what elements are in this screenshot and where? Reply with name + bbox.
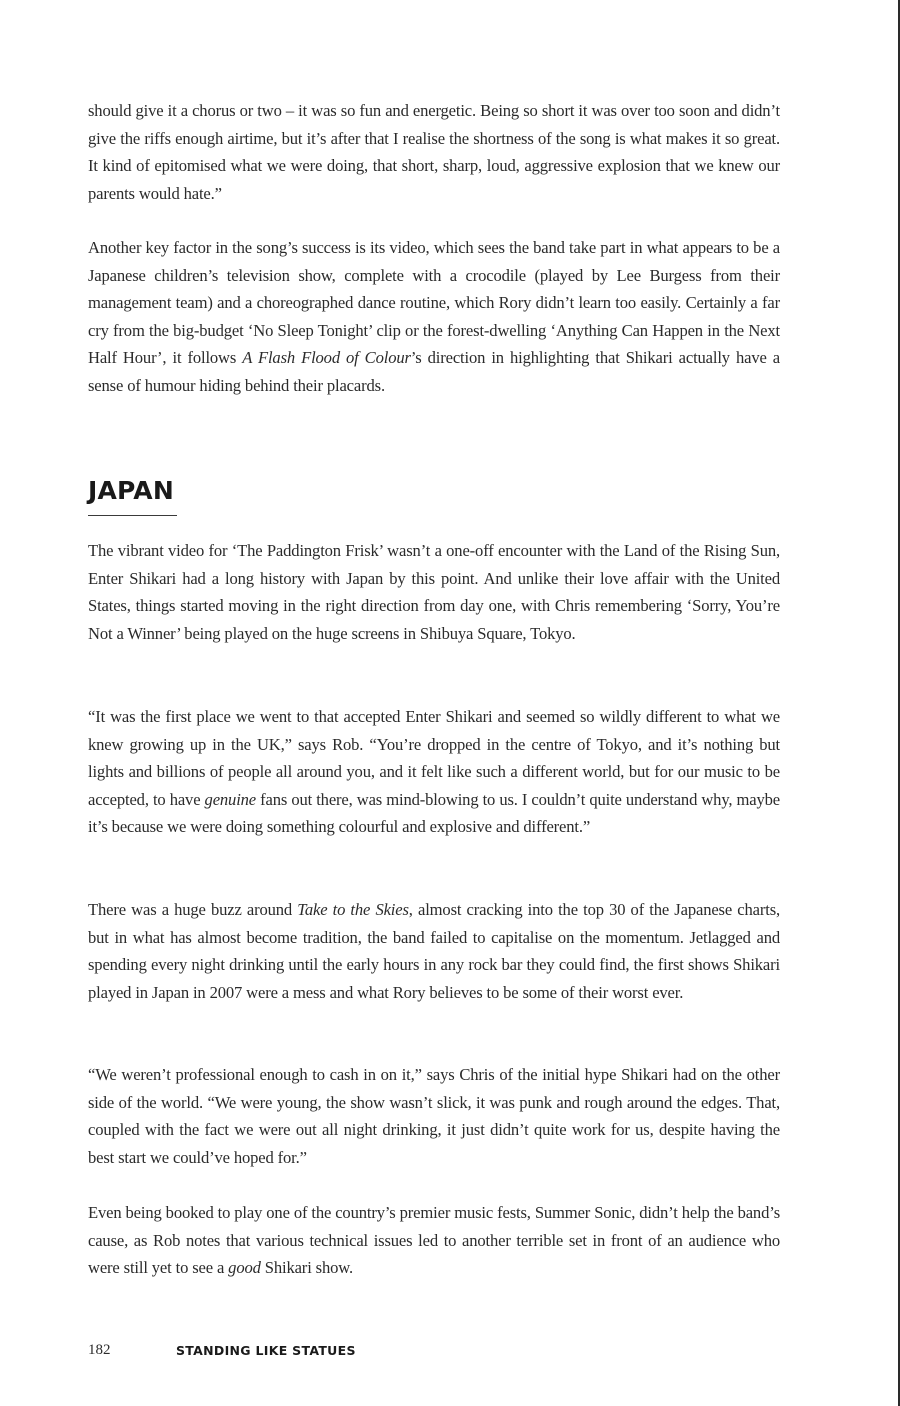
paragraph-text: “We weren’t professional enough to cash in on it,” says Chris of the initial hype Shikari had on the other side of the world. “We were young, the show wasn’t slick, it was punk and rough around the edges. That, coupled with the fact we were out all night drinking, it just didn’t quite work for us, despite having the best start we could’ve hoped for.” xyxy=(88,1065,780,1167)
paragraph-2 xyxy=(88,234,780,399)
italic-emphasis: genuine xyxy=(204,789,257,809)
italic-title: A Flash Flood of Colour xyxy=(242,348,411,367)
text-run: Shikari show. xyxy=(260,1258,354,1277)
text-run: , almost cracking into the top 30 of the Japanese charts, but in what has almost become tradition, the band failed to capitalise on the momentum. Jetlagged and spending every night drinking until the early hours in any rock bar they could find, the first shows Shikari played in Japan in 2007 were a mess and what Rory believes to be some of their worst ever. xyxy=(88,900,780,1002)
text-run: “It was the first place we went to that accepted Enter Shikari and seemed so wildly different to what we knew growing up in the UK,” says Rob. “You’re dropped in the centre of Tokyo, and it’s nothing but lights and billions of people all around you, and it felt like such a different world, but for our music to be accepted, to have xyxy=(88,707,780,809)
text-run: Another key factor in the song’s success is its video, which sees the band take part in what appears to be a Japanese children’s television show, complete with a crocodile (played by Lee Burgess from their management team) and a choreographed dance routine, which Rory didn’t learn too easily. Certainly a far cry from the big-budget ‘No Sleep Tonight’ clip or the forest-dwelling ‘Anything Can Happen in the Next Half Hour’, it follows xyxy=(88,238,780,367)
paragraph-5 xyxy=(88,896,780,1006)
text-run: ’s direction in highlighting that Shikari actually have a sense of humour hiding behind their placards. xyxy=(88,348,781,395)
page-footer xyxy=(88,1338,356,1362)
italic-emphasis: good xyxy=(228,1258,261,1277)
paragraph-6 xyxy=(88,1061,780,1171)
text-run: Even being booked to play one of the country’s premier music fests, Summer Sonic, didn’t help the band’s cause, as Rob notes that various technical issues led to another terrible set in front of an audience who were still yet to see a xyxy=(88,1203,780,1277)
italic-title: Take to the Skies xyxy=(297,900,409,919)
paragraph-4 xyxy=(88,703,780,841)
text-run: fans out there, was mind-blowing to us. I couldn’t quite understand why, maybe it’s because we were doing something colourful and explosive and different.” xyxy=(88,789,780,836)
paragraph-7 xyxy=(88,1199,780,1282)
paragraph-text xyxy=(88,703,780,841)
running-title: STANDING LIKE STATUES xyxy=(176,1342,356,1358)
section-heading: JAPAN xyxy=(88,476,174,505)
page-number: 182 xyxy=(88,1341,111,1358)
paragraph-1 xyxy=(88,97,780,207)
paragraph-text xyxy=(88,896,780,1006)
paragraph-text xyxy=(88,234,780,399)
paragraph-text: The vibrant video for ‘The Paddington Frisk’ wasn’t a one-off encounter with the Land of the Rising Sun, Enter Shikari had a long history with Japan by this point. And unlike their love affair with the United States, things started moving in the right direction from day one, with Chris remembering ‘Sorry, You’re Not a Winner’ being played on the huge screens in Shibuya Square, Tokyo. xyxy=(88,541,780,643)
paragraph-text: should give it a chorus or two – it was so fun and energetic. Being so short it was over too soon and didn’t give the riffs enough airtime, but it’s after that I realise the shortness of the song is what makes it so great. It kind of epitomised what we were doing, that short, sharp, loud, aggressive explosion that we knew our parents would hate.” xyxy=(88,101,780,203)
section-heading-block xyxy=(88,474,177,516)
paragraph-3 xyxy=(88,537,780,647)
heading-underline-rule xyxy=(88,515,177,516)
text-run: There was a huge buzz around xyxy=(88,900,298,919)
paragraph-text xyxy=(88,1199,780,1282)
